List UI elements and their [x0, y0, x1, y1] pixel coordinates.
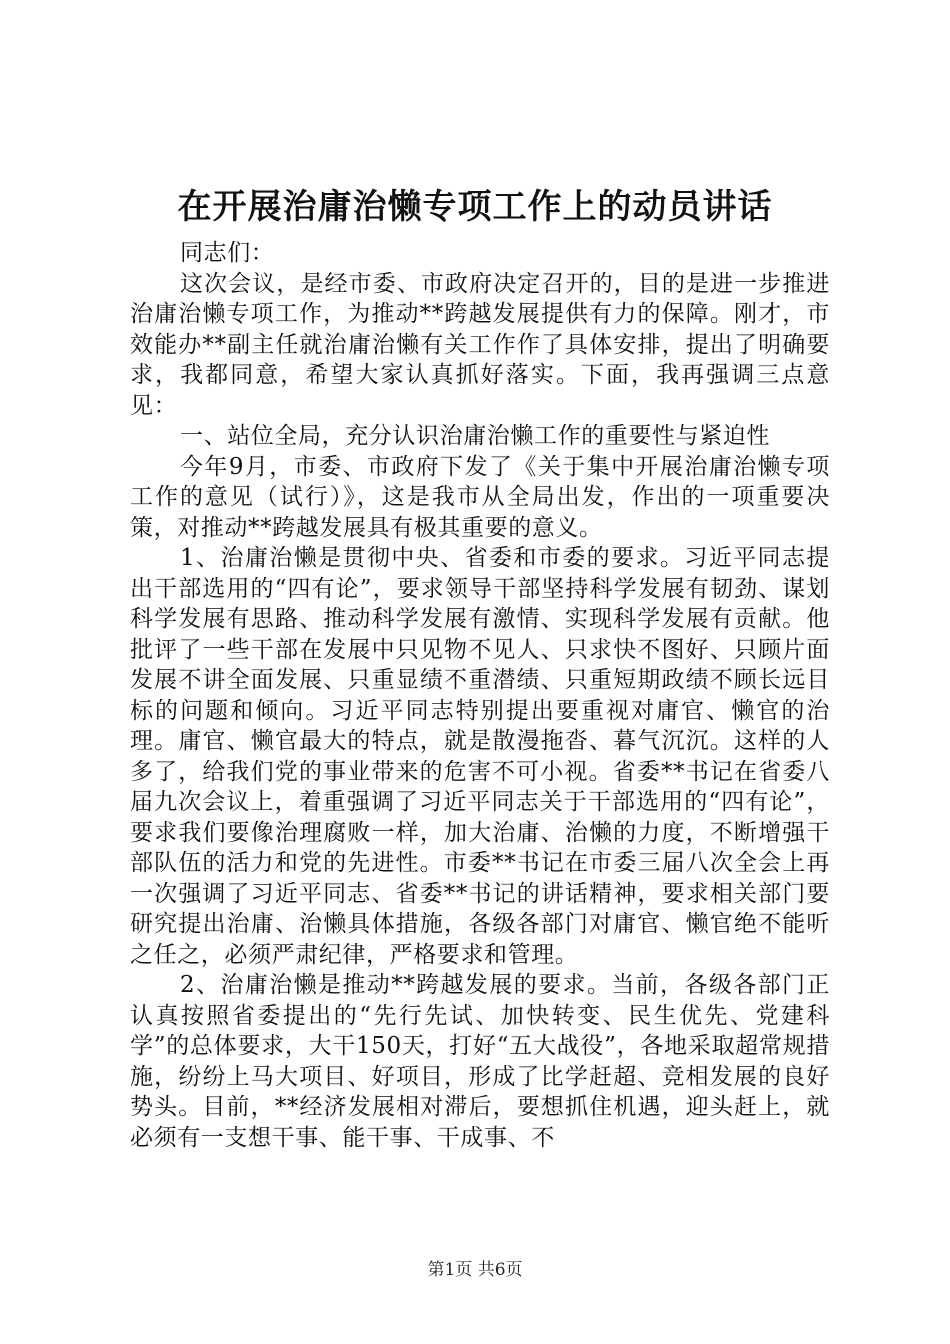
document-title: 在开展治庸治懒专项工作上的动员讲话: [177, 187, 773, 227]
greeting-paragraph: 同志们：: [180, 240, 275, 266]
body-paragraph: 1、治庸治懒是贯彻中央、省委和市委的要求。习近平同志提出干部选用的“四有论”，要求领导干部坚持科学发展有韧劲、谋划科学发展有思路、推动科学发展有激情、实现科学发展有贡献。他批评了一些干部在发展中只见物不见人、只求快不图好、只顾片面发展不讲全面发展、只重显绩不重潜绩、只重短期政绩不顾长远目标的问题和倾向。习近平同志特别提出要重视对庸官、懒官的治理。庸官、懒官最大的特点，就是散漫拖沓、暮气沉沉。这样的人多了，给我们党的事业带来的危害不可小视。省委**书记在省委八届九次会议上，着重强调了习近平同志关于干部选用的“四有论”，要求我们要像治理腐败一样，加大治庸、治懒的力度，不断增强干部队伍的活力和党的先进性。市委**书记在市委三届八次全会上再一次强调了习近平同志、省委**书记的讲话精神，要求相关部门要研究提出治庸、治懒具体措施，各级各部门对庸官、懒官绝不能听之任之，必须严肃纪律，严格要求和管理。: [130, 545, 830, 968]
body-paragraph: 2、治庸治懒是推动**跨越发展的要求。当前，各级各部门正认真按照省委提出的“先行先试、加快转变、民生优先、党建科学”的总体要求，大干150天，打好“五大战役”，各地采取超常规措施，纷纷上马大项目、好项目，形成了比学赶超、竞相发展的良好势头。目前，**经济发展相对滞后，要想抓住机遇，迎头赶上，就必须有一支想干事、能干事、干成事、不: [130, 972, 830, 1151]
body-paragraph: 今年9月，市委、市政府下发了《关于集中开展治庸治懒专项工作的意见（试行）》，这是我市从全局出发，作出的一项重要决策，对推动**跨越发展具有极其重要的意义。: [130, 453, 830, 541]
section-heading: 一、站位全局，充分认识治庸治懒工作的重要性与紧迫性: [180, 423, 770, 449]
intro-paragraph: 这次会议，是经市委、市政府决定召开的，目的是进一步推进治庸治懒专项工作，为推动**跨越发展提供有力的保障。刚才，市效能办**副主任就治庸治懒有关工作作了具体安排，提出了明确要求，我都同意，希望大家认真抓好落实。下面，我再强调三点意见：: [130, 270, 830, 419]
document-body: [130, 238, 830, 1153]
page-footer: 第1页 共6页: [427, 1260, 523, 1280]
